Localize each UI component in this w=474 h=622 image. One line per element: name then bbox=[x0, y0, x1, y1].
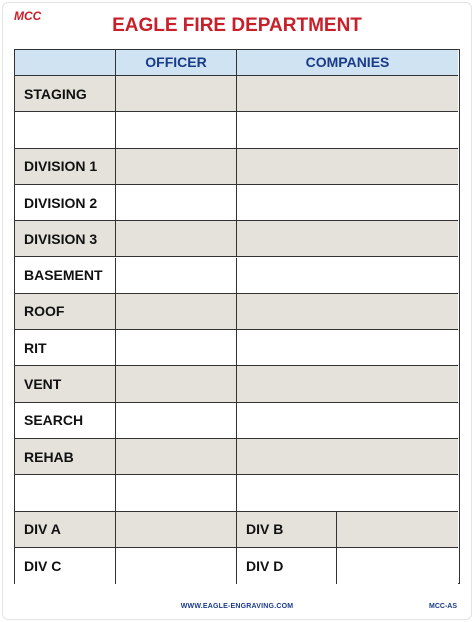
row-label: RIT bbox=[15, 330, 116, 366]
companies-cell[interactable] bbox=[237, 76, 458, 112]
officer-cell[interactable] bbox=[116, 366, 237, 402]
row-label: DIVISION 2 bbox=[15, 185, 116, 221]
row-label: DIVISION 3 bbox=[15, 221, 116, 257]
footer-code: MCC-AS bbox=[429, 603, 457, 610]
companies-cell[interactable] bbox=[237, 258, 458, 294]
officer-cell[interactable] bbox=[116, 185, 237, 221]
officer-cell[interactable] bbox=[116, 76, 237, 112]
officer-cell[interactable] bbox=[116, 112, 237, 148]
companies-cell[interactable] bbox=[237, 112, 458, 148]
officer-cell[interactable] bbox=[116, 330, 237, 366]
header-officer: OFFICER bbox=[116, 50, 237, 76]
div-right-label: DIV B bbox=[237, 512, 337, 548]
companies-cell[interactable] bbox=[237, 185, 458, 221]
row-label: ROOF bbox=[15, 294, 116, 330]
row-label: BASEMENT bbox=[15, 258, 116, 294]
companies-cell[interactable] bbox=[237, 439, 458, 475]
row-label bbox=[15, 112, 116, 148]
div-left-cell[interactable] bbox=[116, 548, 237, 584]
div-right-cell[interactable] bbox=[337, 512, 458, 548]
div-left-cell[interactable] bbox=[116, 512, 237, 548]
officer-cell[interactable] bbox=[116, 294, 237, 330]
div-left-label: DIV C bbox=[15, 548, 116, 584]
companies-cell[interactable] bbox=[237, 403, 458, 439]
companies-cell[interactable] bbox=[237, 221, 458, 257]
officer-cell[interactable] bbox=[116, 403, 237, 439]
row-label: STAGING bbox=[15, 76, 116, 112]
row-label: REHAB bbox=[15, 439, 116, 475]
row-label: DIVISION 1 bbox=[15, 149, 116, 185]
div-right-cell[interactable] bbox=[337, 548, 458, 584]
footer-url[interactable]: WWW.EAGLE-ENGRAVING.COM bbox=[180, 603, 294, 610]
row-label: SEARCH bbox=[15, 403, 116, 439]
header-corner-cell bbox=[15, 50, 116, 76]
companies-cell[interactable] bbox=[237, 330, 458, 366]
officer-cell[interactable] bbox=[116, 475, 237, 511]
row-label bbox=[15, 475, 116, 511]
officer-cell[interactable] bbox=[116, 221, 237, 257]
companies-cell[interactable] bbox=[237, 366, 458, 402]
row-label: VENT bbox=[15, 366, 116, 402]
div-right-label: DIV D bbox=[237, 548, 337, 584]
officer-cell[interactable] bbox=[116, 439, 237, 475]
companies-cell[interactable] bbox=[237, 475, 458, 511]
officer-cell[interactable] bbox=[116, 258, 237, 294]
div-left-label: DIV A bbox=[15, 512, 116, 548]
companies-cell[interactable] bbox=[237, 294, 458, 330]
corner-code: MCC bbox=[14, 9, 42, 23]
page-title: EAGLE FIRE DEPARTMENT bbox=[112, 15, 362, 36]
header-companies: COMPANIES bbox=[237, 50, 458, 76]
officer-cell[interactable] bbox=[116, 149, 237, 185]
companies-cell[interactable] bbox=[237, 149, 458, 185]
assignment-grid bbox=[14, 49, 460, 584]
